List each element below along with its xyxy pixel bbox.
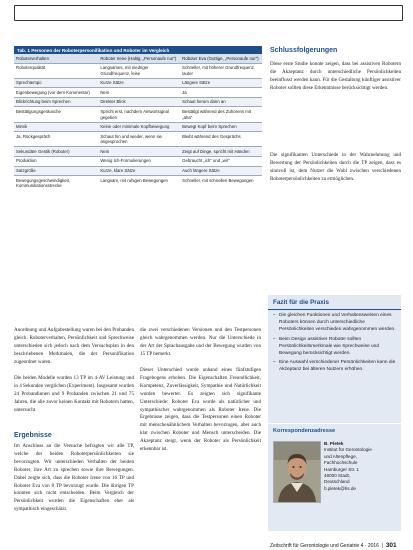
table-cell: Eigenbewegung (vor dem Kommentar) [14, 88, 98, 98]
table-cell: Zeigt auf Dinge, spricht mit Händen [180, 147, 262, 157]
table-cell: Ja, Rückgespräch [14, 132, 98, 147]
table-cell: Längere Sätze [180, 78, 262, 88]
table-caption: Tab. 1 Personen der Roboterpersonifikation und Roboter im Vergleich [14, 46, 262, 54]
table-cell: Satzgröße [14, 166, 98, 176]
address-line: Deutschland [324, 479, 350, 485]
column-header: Roboterverhalten [14, 54, 98, 63]
right-paragraph-2: Die signifikanten Unterschiede in der Wahrnehmung und Bewertung der Persönlichkeiten durch die TP zeigen, dass es sinnvoll ist, dem Nutzer die Wahl zwischen verschiedenen Roboterpersönlichkeiten zu ermöglichen. [270, 152, 401, 182]
table-grid [14, 54, 262, 190]
table-cell: Sprechtempo [14, 78, 98, 88]
table-cell: Ja [180, 88, 262, 98]
left-paragraph-1: Anordnung und Aufgabestellung waren bei den Probanden gleich. Roboterverhalten, Persönlichkeit und Sprechweise unterschieden sich jedoch nach dem Versuchsplan in den beschriebenen Merkmalen, die der Personifikation zugeordnet waren. [14, 327, 134, 365]
header-bar [14, 5, 403, 21]
table-cell: Nein [98, 88, 180, 98]
address-line: Fachhochschule [324, 460, 358, 466]
table-cell: Blickrichtung beim Sprechen [14, 97, 98, 107]
table-header-row [14, 54, 262, 63]
table-cell: Langsames, mit niedriger Grundfrequenz, leise [98, 63, 180, 78]
conclusions-heading: Schlussfolgerungen [270, 47, 338, 54]
list-item [273, 312, 396, 334]
table-row [14, 166, 262, 176]
table-row [14, 63, 262, 78]
table-row [14, 78, 262, 88]
mid-paragraph-1: die zwei verschiedenen Versionen und den Testpersonen gleich wahrgenommen werden. Nur die Unterschiede in der Art der Sprachausgabe und der Bewegung wurden von 15 TP bemerkt. [140, 327, 261, 357]
list-item-text: Beim Design assistiver Roboter sollten Persönlichkeitsmerkmale wie Sprechweise und Bewegung berücksichtigt werden. [279, 336, 379, 357]
table-cell: Produktion [14, 156, 98, 166]
table-cell: Direkter Blick [98, 97, 180, 107]
table-cell: Auch längere Sätze [180, 166, 262, 176]
table-row [14, 88, 262, 98]
right-paragraph-1: Diese erste Studie konnte zeigen, dass bei assistiven Robotern die Akzeptanz durch unterschiedliche Persönlichkeiten beeinflusst werden kann. Für die Gestaltung künftiger assistiver Roboter sollten diese Erkenntnisse berücksichtigt werden. [270, 61, 401, 91]
address-line: 49000 Stadt, [324, 473, 351, 479]
correspondence-box [268, 424, 401, 531]
table-cell: Schaut hin und wieder, wenn sie angesprochen [98, 132, 180, 147]
column-header: Roboter Eva (Guttige, „Personaufe nur“) [180, 54, 262, 63]
table-cell: Keine oder minimale Kopfbewegung [98, 122, 180, 132]
author-portrait-icon [274, 442, 320, 502]
list-item-text: Die gleichen Funktionen und Verhaltensweisen eines Roboters können durch unterschiedliche Persönlichkeiten verschieden wahrgenommen werden. [279, 313, 396, 333]
mid-paragraph-2: Dieser Unterschied wurde anhand eines fünfstufigen Fragebogens erhoben. Die Eigenschaften Freundlichkeit, Kompetenz, Zuverlässigkeit, Sympathie und Natürlichkeit wurden bewertet. Es zeigten sich signifikante Unterschiede: Roboter Eva wurde als natürlicher und sympathischer wahrgenommen als Roboter Irene. Die Ergebnisse zeigen, dass die Testpersonen einen Roboter mit menschenähnlichem Verhalten bevorzugen, aber auch klar zwischen Roboter und Mensch unterscheiden. Die Akzeptanz steigt, wenn der Roboter als Persönlichkeit erkennbar ist. [140, 367, 261, 453]
table-cell: Nein [98, 147, 180, 157]
address-line: und Altenpflege, [324, 453, 357, 459]
table-cell: Gebraucht „ich“ und „wir“ [180, 156, 262, 166]
table-cell: Schaut herum dann an [180, 97, 262, 107]
dash-bullet-icon: – [273, 313, 276, 318]
table-cell: Bewegt Kopf beim Sprechen [180, 122, 262, 132]
table-row [14, 107, 262, 122]
dash-bullet-icon: – [273, 360, 276, 366]
page-footer: Zeitschrift für Gerontologie und Geriatrie 4 · 2016 | 301 [270, 542, 397, 549]
practice-list [268, 312, 401, 374]
table-cell: Bestätigungsgeräusche [14, 107, 98, 122]
practice-title: Fazit für die Praxis [268, 295, 401, 310]
table-cell: Schneller, mit höherer Grundfrequenz, lauter [180, 63, 262, 78]
table-row [14, 147, 262, 157]
practice-box [268, 295, 401, 423]
results-heading: Ergebnisse [14, 432, 52, 439]
table-row [14, 132, 262, 147]
author-photo [273, 441, 321, 503]
column-header: Roboter Irene (Haltig, „Personaufe nur“) [98, 54, 180, 63]
table-cell: Bestätigt während des Zuhörens mit „aha“ [180, 107, 262, 122]
table-row [14, 176, 262, 191]
table-cell: Kurze, klare Sätze [98, 166, 180, 176]
email-link[interactable]: b.pletek@hs.de [324, 485, 356, 491]
comparison-table [14, 46, 262, 190]
table-cell: Langsam, mit ruhigen Bewegungen [98, 176, 180, 191]
dash-bullet-icon: – [273, 336, 276, 342]
list-item-text: Eine Auswahl verschiedener Persönlichkeiten kann die Akzeptanz bei älteren Nutzern erhöhen. [279, 360, 396, 373]
table-cell: Sekundäre Gestik (Roboter) [14, 147, 98, 157]
author-address [324, 441, 396, 492]
address-line: Institut für Gerontologie [324, 447, 372, 453]
author-name: B. Pletek [324, 441, 344, 446]
table-row [14, 97, 262, 107]
list-item [273, 336, 396, 358]
list-item [273, 359, 396, 373]
table-cell: Schneller, mit schnellen Bewegungen [180, 176, 262, 191]
table-row [14, 156, 262, 166]
journal-name: Zeitschrift für Gerontologie und Geriatrie 4 · 2016 [270, 543, 379, 549]
left-paragraph-3: Im Anschluss an die Versuche befragten wir alle TP, welche der beiden Roboterpersönlichkeiten sie bevorzugten. Wir unterschieden Verhalten der beiden Roboter, ihre Art zu sprechen sowie ihre Bewegungen. Dabei zeigte sich, dass die Roboter Irene von 16 TP und Roboter Eva von 8 TP bevorzugt wurde. Die übrigen TP konnten sich nicht entscheiden. Beim Vergleich der Persönlichkeit wurden die Eigenschaften eher als sympathisch eingeschätzt. [14, 443, 134, 513]
left-paragraph-2: Die beiden Modelle wurden 13 TP im 4-AV Leistung und in 4 Sekunden verglichen (Experiment). Insgesamt wurden 24 Probandinnen und 9 Probanden zwischen 21 und 75 Jahren, die alle zuvor keinen Kontakt mit Robotern hatten, untersucht. [14, 375, 135, 413]
table-cell: Mimik [14, 122, 98, 132]
table-cell: Spricht erst, nachdem Antwortsignal gegeben [98, 107, 180, 122]
table-cell: Wenig Ich-Formulierungen [98, 156, 180, 166]
table-row [14, 122, 262, 132]
table-cell: Bewegungsgeschwindigkeit, Kommunikationsstrecke [14, 176, 98, 191]
table-cell: Bleibt während des Gesprächs [180, 132, 262, 147]
table-cell: Roboterqualität [14, 63, 98, 78]
address-line: Hamburger Str. 1 [324, 466, 359, 472]
page-number: 301 [385, 542, 397, 549]
table-cell: Kurze Sätze [98, 78, 180, 88]
correspondence-title: Korrespondenzadresse [273, 428, 336, 434]
